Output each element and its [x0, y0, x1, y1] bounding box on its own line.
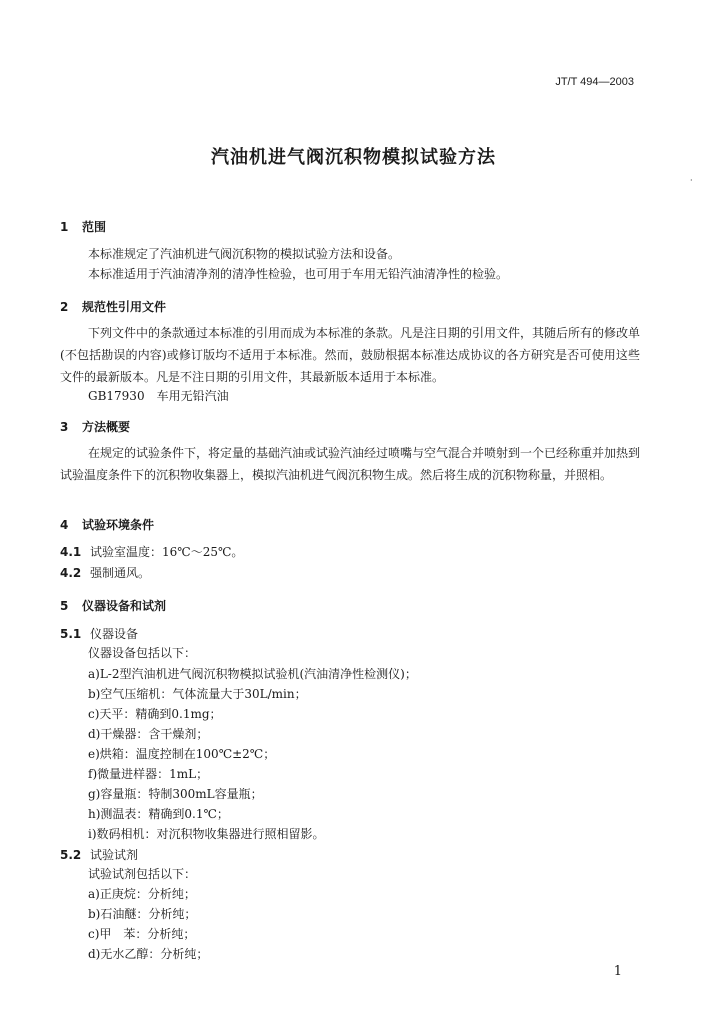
page-title: 汽油机进气阀沉积物模拟试验方法: [211, 147, 496, 168]
reference-item: GB17930 车用无铅汽油: [88, 389, 229, 403]
subsection-number: 5.2: [60, 848, 82, 862]
margin-mark: ·: [690, 176, 693, 185]
section-2-paragraph: 下列文件中的条款通过本标准的引用而成为本标准的条款。凡是注日期的引用文件，其随后所有的修改单(不包括勘误的内容)或修订版均不适用于本标准。然而，鼓励根据本标准达成协议的各方研究是否可使用这些文件的最新版本。凡是不注日期的引用文件，其最新版本适用于本标准。: [60, 326, 641, 384]
section-2-heading: [60, 298, 166, 315]
equipment-item-h: h)测温表：精确到0.1℃；: [88, 807, 229, 821]
reagent-item-b: b)石油醚：分析纯；: [88, 907, 197, 921]
equipment-item-d: d)干燥器：含干燥剂；: [88, 727, 209, 741]
item-text: 试验室温度：16℃～25℃。: [90, 545, 244, 559]
subsection-number: 5.1: [60, 627, 82, 641]
reagent-item-a: a)正庚烷：分析纯；: [88, 887, 196, 901]
subsection-title: 试验试剂: [90, 848, 139, 862]
equipment-item-g: g)容量瓶：特制300mL容量瓶；: [88, 787, 263, 801]
equipment-intro: 仪器设备包括以下：: [88, 646, 197, 660]
section-3-paragraph: 在规定的试验条件下，将定量的基础汽油或试验汽油经过喷嘴与空气混合并喷射到一个已经称重并加热到试验温度条件下的沉积物收集器上，模拟汽油机进气阀沉积物生成。然后将生成的沉积物称量，并照相。: [60, 446, 641, 482]
item-number: 4.2: [60, 566, 82, 580]
section-number: 2: [60, 300, 69, 314]
reagent-intro: 试验试剂包括以下：: [88, 867, 197, 881]
section-1-heading: [60, 218, 106, 235]
equipment-item-e: e)烘箱：温度控制在100℃±2℃；: [88, 747, 276, 761]
section-title: 试验环境条件: [82, 518, 155, 532]
section-title: 规范性引用文件: [82, 300, 167, 314]
item-4-1: [60, 543, 243, 560]
item-number: 4.1: [60, 545, 82, 559]
section-1-line-1: 本标准规定了汽油机进气阀沉积物的模拟试验方法和设备。: [88, 247, 401, 261]
section-title: 方法概要: [82, 420, 131, 434]
section-number: 3: [60, 420, 69, 434]
section-title: 仪器设备和试剂: [82, 599, 167, 613]
section-5-heading: [60, 597, 166, 614]
section-title: 范围: [82, 220, 107, 234]
equipment-item-i: i)数码相机：对沉积物收集器进行照相留影。: [88, 827, 325, 841]
section-number: 1: [60, 220, 69, 234]
reagent-item-c: c)甲 苯：分析纯；: [88, 927, 196, 941]
standard-number: JT/T 494—2003: [555, 76, 634, 88]
section-number: 4: [60, 518, 69, 532]
subsection-title: 仪器设备: [90, 627, 139, 641]
subsection-5-2-heading: [60, 846, 138, 863]
item-4-2: [60, 564, 150, 581]
equipment-item-b: b)空气压缩机：气体流量大于30L/min；: [88, 687, 307, 701]
section-1-line-2: 本标准适用于汽油清净剂的清净性检验，也可用于车用无铅汽油清净性的检验。: [88, 267, 509, 281]
equipment-item-c: c)天平：精确到0.1mg；: [88, 707, 222, 721]
page-number: 1: [613, 964, 622, 979]
section-3-heading: [60, 418, 130, 435]
subsection-5-1-heading: [60, 625, 138, 642]
section-4-heading: [60, 516, 154, 533]
section-number: 5: [60, 599, 69, 613]
equipment-item-f: f)微量进样器：1mL；: [88, 767, 209, 781]
item-text: 强制通风。: [90, 566, 151, 580]
reagent-item-d: d)无水乙醇：分析纯；: [88, 947, 209, 961]
equipment-item-a: a)L-2型汽油机进气阀沉积物模拟试验机(汽油清净性检测仪)；: [88, 667, 417, 681]
